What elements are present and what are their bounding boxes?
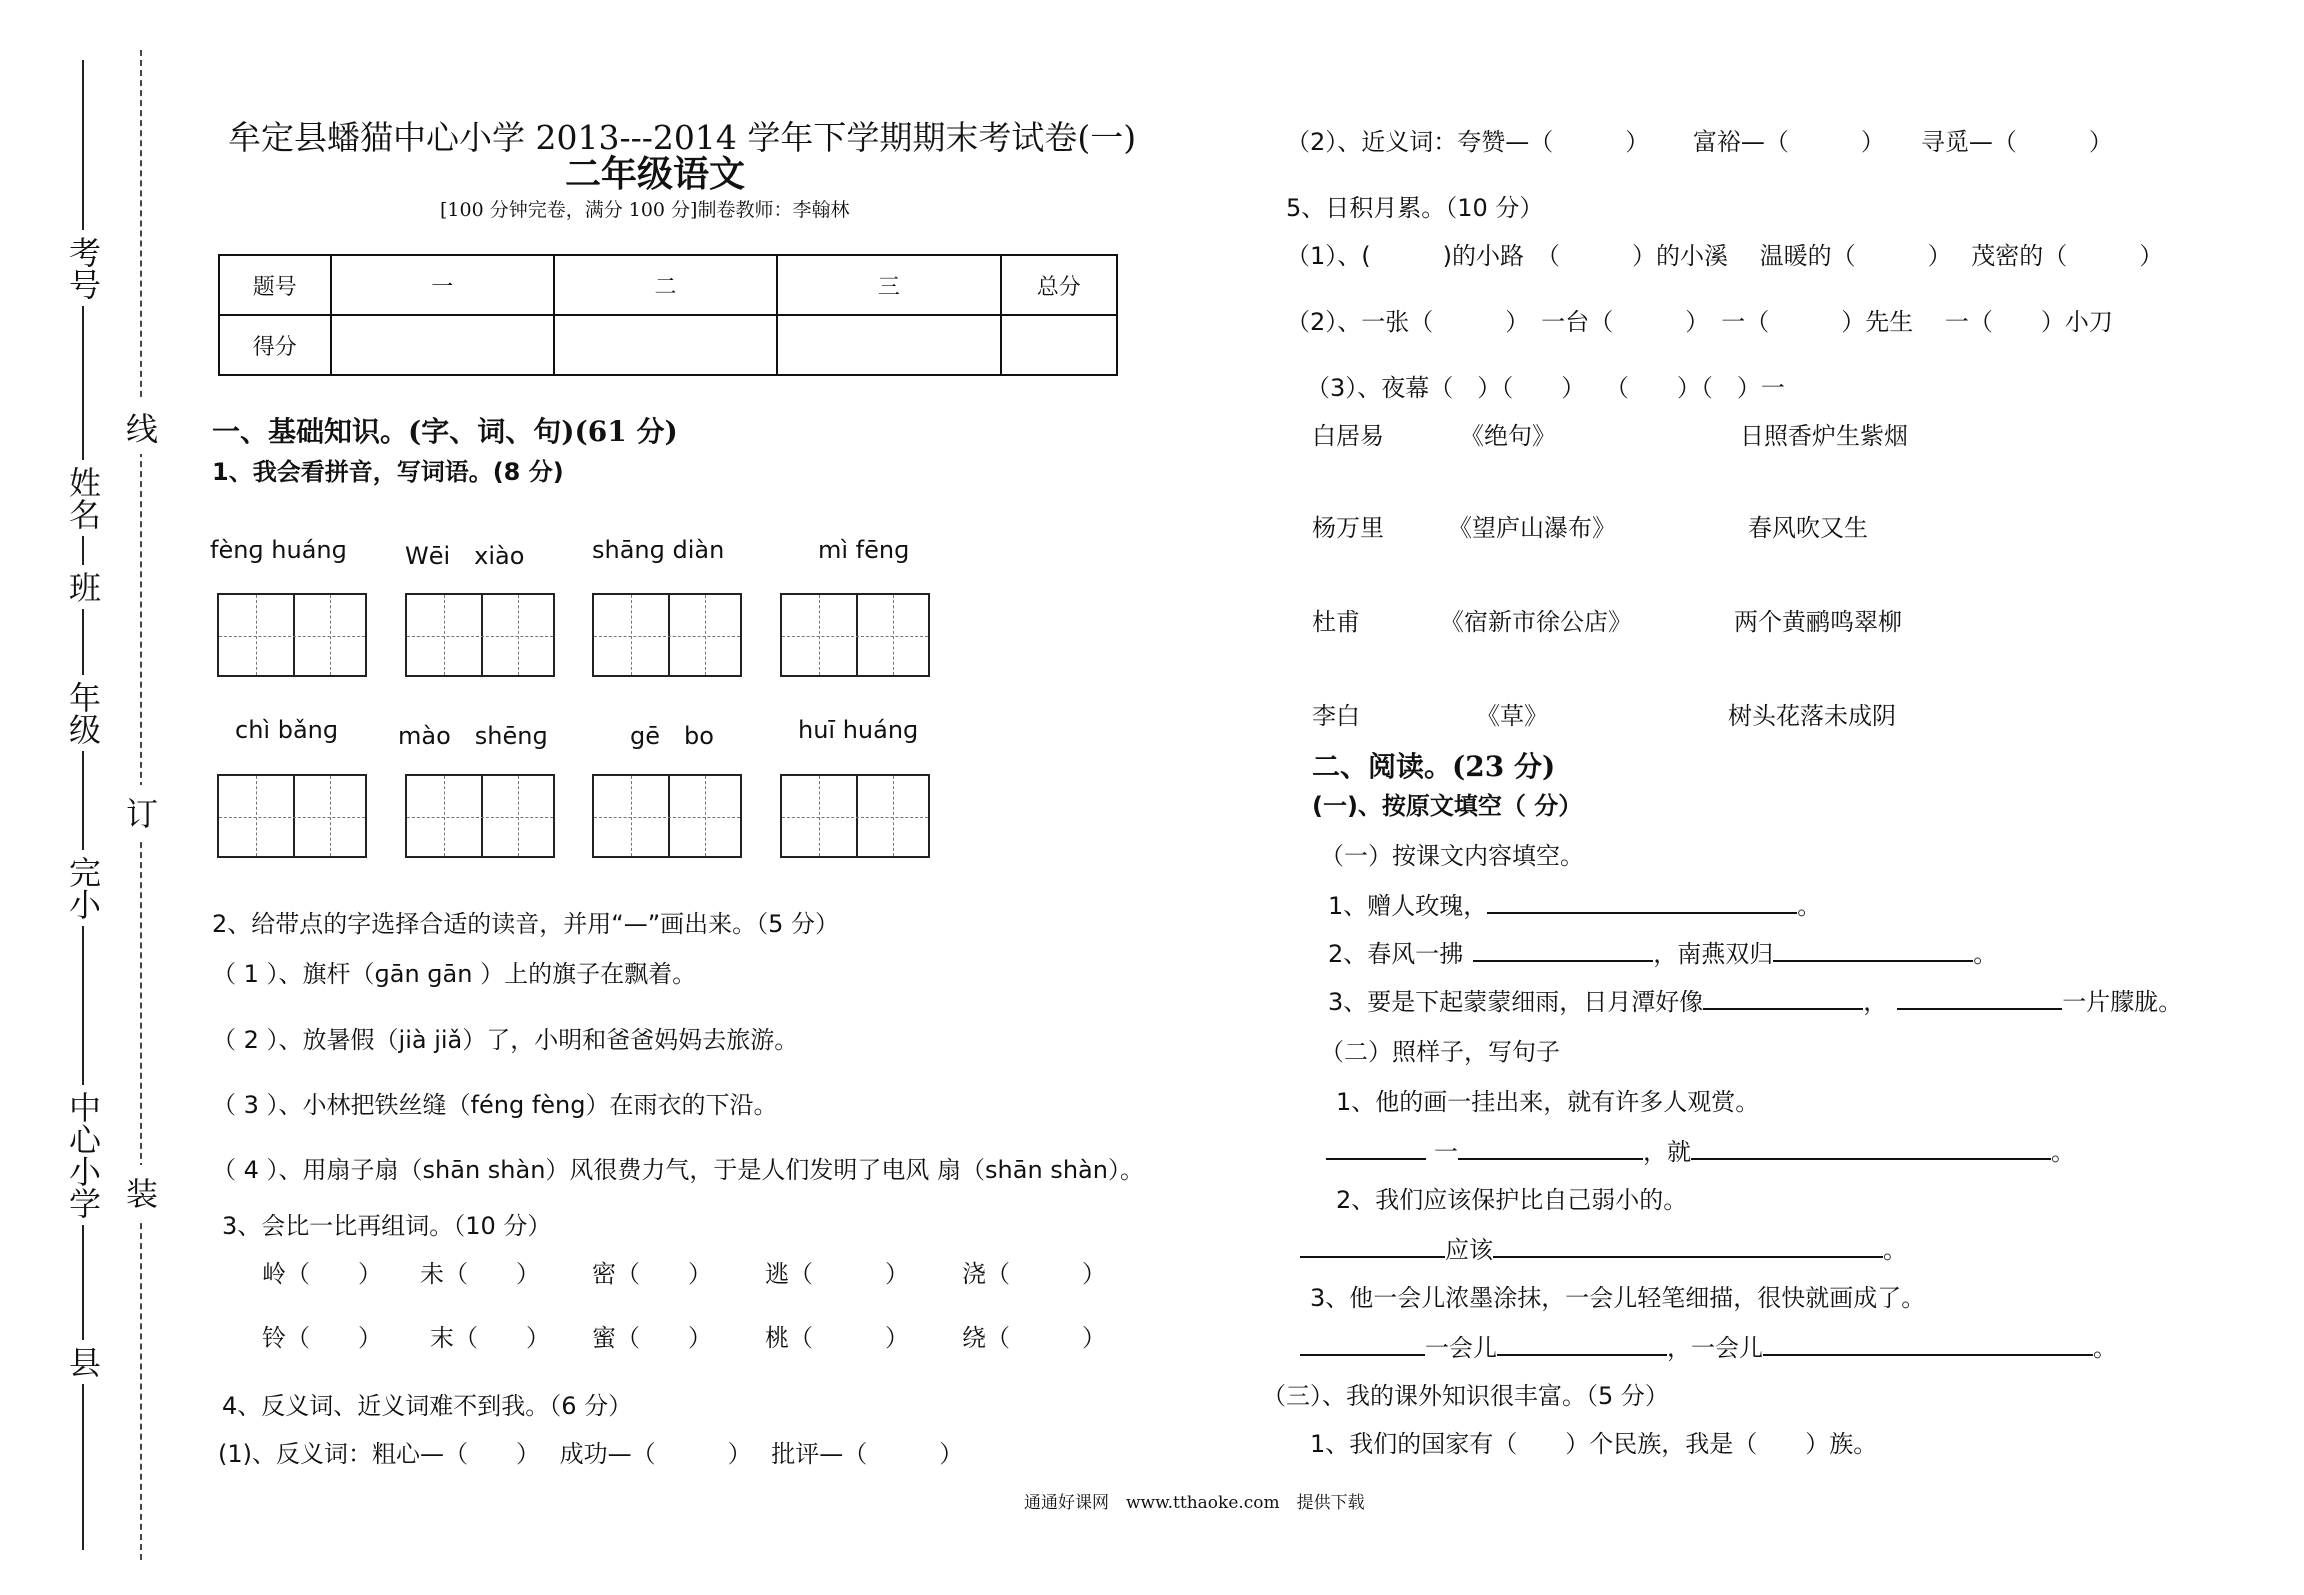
q4-item-2: （2）、近义词：夸赞—（ ） 富裕—（ ） 寻觅—（ ）: [1286, 128, 2113, 156]
example-3-fill: [1300, 1328, 2117, 1363]
fill-3-mid: ，: [1863, 988, 1888, 1016]
score-cell[interactable]: [777, 315, 1000, 375]
example-1-c: 。: [2051, 1138, 2075, 1166]
q3-r2-3: 蜜（ ）: [592, 1324, 712, 1352]
label-county: 县: [60, 1340, 106, 1384]
match-author-1: 白居易: [1312, 422, 1384, 450]
match-line-4: 树头花落未成阴: [1728, 702, 1896, 730]
pinyin-4: mì fēnɡ: [818, 536, 910, 564]
fill-3-end: 一片朦胧。: [2062, 988, 2183, 1016]
pinyin-8: huī huánɡ: [798, 716, 919, 744]
writing-grid[interactable]: [592, 774, 742, 858]
sub2-heading: （二）照样子，写句子: [1320, 1038, 1560, 1066]
dash-mark-line: 线: [126, 400, 158, 454]
example-3: 3、他一会儿浓墨涂抹，一会儿轻笔细描，很快就画成了。: [1310, 1284, 1926, 1312]
label-class: 班: [60, 565, 106, 609]
fill-3-prefix: 3、要是下起蒙蒙细雨，日月潭好像: [1328, 988, 1704, 1016]
q3-r2-4: 桃（ ）: [765, 1324, 909, 1352]
label-name: 姓名: [60, 460, 106, 536]
blank[interactable]: [1897, 984, 2062, 1010]
match-line-3: 两个黄鹂鸣翠柳: [1734, 608, 1902, 636]
example-2: 2、我们应该保护比自己弱小的。: [1336, 1186, 1688, 1214]
fill-1: [1328, 886, 1821, 921]
section1-heading: 一、基础知识。(字、词、句)(61 分): [212, 415, 678, 448]
match-author-3: 杜甫: [1312, 608, 1360, 636]
example-2-a: 应该: [1445, 1236, 1493, 1264]
writing-grid[interactable]: [217, 593, 367, 677]
q3-r2-1: 铃（ ）: [262, 1324, 382, 1352]
fill-1-prefix: 1、赠人玫瑰，: [1328, 892, 1488, 920]
score-header-1: 一: [331, 255, 554, 315]
q2-item-1: （ 1 ）、旗杆（ɡān ɡān ）上的旗子在飘着。: [212, 960, 697, 988]
blank[interactable]: [1763, 1330, 2093, 1356]
writing-grid[interactable]: [780, 593, 930, 677]
blank[interactable]: [1326, 1134, 1426, 1160]
exam-title: 牟定县蟠猫中心小学 2013---2014 学年下学期期末考试卷(一): [228, 118, 1137, 157]
score-header-2: 二: [554, 255, 777, 315]
writing-grid[interactable]: [217, 774, 367, 858]
q3-r1-1: 岭（ ）: [262, 1260, 382, 1288]
score-header-3: 三: [777, 255, 1000, 315]
sub1-intro: （一）按课文内容填空。: [1320, 842, 1584, 870]
section2-heading: 二、阅读。(23 分): [1312, 750, 1556, 783]
match-author-4: 李白: [1312, 702, 1360, 730]
q3-r1-3: 密（ ）: [592, 1260, 712, 1288]
example-1-b: ，就: [1643, 1138, 1691, 1166]
pinyin-6: mào shēnɡ: [398, 722, 548, 750]
score-row-label: 得分: [219, 315, 331, 375]
q1-heading: 1、我会看拼音，写词语。(8 分): [212, 458, 564, 486]
blank[interactable]: [1487, 888, 1797, 914]
blank[interactable]: [1703, 984, 1863, 1010]
match-work-3: 《宿新市徐公店》: [1440, 608, 1632, 636]
q3-r1-4: 逃（ ）: [765, 1260, 909, 1288]
q3-r1-5: 浇（ ）: [962, 1260, 1106, 1288]
blank[interactable]: [1773, 936, 1973, 962]
q2-heading: 2、给带点的字选择合适的读音，并用“—”画出来。（5 分）: [212, 910, 840, 938]
q4-heading: 4、反义词、近义词难不到我。（6 分）: [222, 1392, 633, 1420]
fill-2-prefix: 2、春风一拂: [1328, 940, 1464, 968]
dash-mark-bind: 订: [126, 785, 158, 839]
q3-r1-2: 未（ ）: [420, 1260, 540, 1288]
example-2-fill: [1300, 1230, 1907, 1265]
q3-r2-2: 末（ ）: [430, 1324, 550, 1352]
blank[interactable]: [1300, 1330, 1425, 1356]
fill-2-mid: ，南燕双归: [1653, 940, 1774, 968]
sub3-item-1: 1、我们的国家有（ ）个民族，我是（ ）族。: [1310, 1430, 1878, 1458]
blank[interactable]: [1691, 1134, 2051, 1160]
dash-mark-staple: 装: [126, 1165, 158, 1219]
blank[interactable]: [1493, 1232, 1883, 1258]
pinyin-7: gē bo: [630, 722, 714, 750]
score-cell[interactable]: [331, 315, 554, 375]
writing-grid[interactable]: [405, 774, 555, 858]
writing-grid[interactable]: [592, 593, 742, 677]
score-header-number: 题号: [219, 255, 331, 315]
q3-heading: 3、会比一比再组词。（10 分）: [222, 1212, 552, 1240]
score-cell[interactable]: [554, 315, 777, 375]
sub1-heading: (一)、按原文填空（ 分）: [1312, 792, 1583, 820]
blank[interactable]: [1300, 1232, 1445, 1258]
label-school: 完小: [60, 850, 106, 926]
exam-subtitle: 二年级语文: [565, 153, 746, 195]
pinyin-2: Wēi xiào: [405, 542, 525, 570]
q5-heading: 5、日积月累。（10 分）: [1286, 194, 1544, 222]
example-3-a: 一会儿: [1425, 1334, 1497, 1362]
score-header-total: 总分: [1001, 255, 1117, 315]
q2-item-4: （ 4 ）、用扇子扇（shān shàn）风很费力气，于是人们发明了电风 扇（shān shàn）。: [212, 1156, 1144, 1184]
blank[interactable]: [1458, 1134, 1643, 1160]
label-grade: 年级: [60, 675, 106, 751]
q5-item-3: （3）、夜幕（ ）（ ） （ ）（ ）一: [1306, 374, 1785, 402]
sub3-heading: （三）、我的课外知识很丰富。（5 分）: [1262, 1382, 1669, 1410]
fill-3: [1328, 982, 2182, 1017]
example-1-fill: [1326, 1132, 2075, 1167]
q2-item-2: （ 2 ）、放暑假（jià jiǎ）了，小明和爸爸妈妈去旅游。: [212, 1026, 799, 1054]
example-3-c: 。: [2093, 1334, 2117, 1362]
pinyin-5: chì bǎnɡ: [235, 716, 339, 744]
fill-1-end: 。: [1797, 892, 1822, 920]
writing-grid[interactable]: [780, 774, 930, 858]
match-work-2: 《望庐山瀑布》: [1448, 514, 1616, 542]
match-line-2: 春风吹又生: [1748, 514, 1868, 542]
q5-item-1: （1）、( )的小路 （ ）的小溪 温暖的（ ） 茂密的（ ）: [1286, 242, 2164, 270]
match-line-1: 日照香炉生紫烟: [1740, 422, 1908, 450]
match-work-4: 《草》: [1476, 702, 1548, 730]
label-central-school: 中心小学: [60, 1085, 106, 1225]
q2-item-3: （ 3 ）、小林把铁丝缝（féng fèng）在雨衣的下沿。: [212, 1091, 778, 1119]
fill-2-end: 。: [1973, 940, 1998, 968]
pinyin-3: shānɡ diàn: [592, 536, 725, 564]
example-1: 1、他的画一挂出来，就有许多人观赏。: [1336, 1088, 1760, 1116]
example-3-b: ，一会儿: [1667, 1334, 1763, 1362]
score-table: [218, 254, 1118, 376]
example-1-a: 一: [1434, 1138, 1458, 1166]
footer-credit: 通通好课网 www.tthaoke.com 提供下载: [1024, 1493, 1365, 1513]
score-cell[interactable]: [1001, 315, 1117, 375]
example-2-b: 。: [1883, 1236, 1907, 1264]
q5-item-2: （2）、一张（ ） 一台（ ） 一（ ）先生 一（ ）小刀: [1286, 308, 2113, 336]
pinyin-1: fènɡ huánɡ: [210, 536, 347, 564]
writing-grid[interactable]: [405, 593, 555, 677]
match-work-1: 《绝句》: [1460, 422, 1556, 450]
q4-item-1: (1)、反义词：粗心—（ ） 成功—（ ） 批评—（ ）: [218, 1440, 964, 1468]
blank[interactable]: [1473, 936, 1653, 962]
exam-note: [100 分钟完卷，满分 100 分]制卷教师：李翰林: [440, 199, 850, 221]
blank[interactable]: [1497, 1330, 1667, 1356]
fill-2: [1328, 934, 1997, 969]
match-author-2: 杨万里: [1312, 514, 1384, 542]
q3-r2-5: 绕（ ）: [962, 1324, 1106, 1352]
label-exam-number: 考号: [60, 230, 106, 306]
